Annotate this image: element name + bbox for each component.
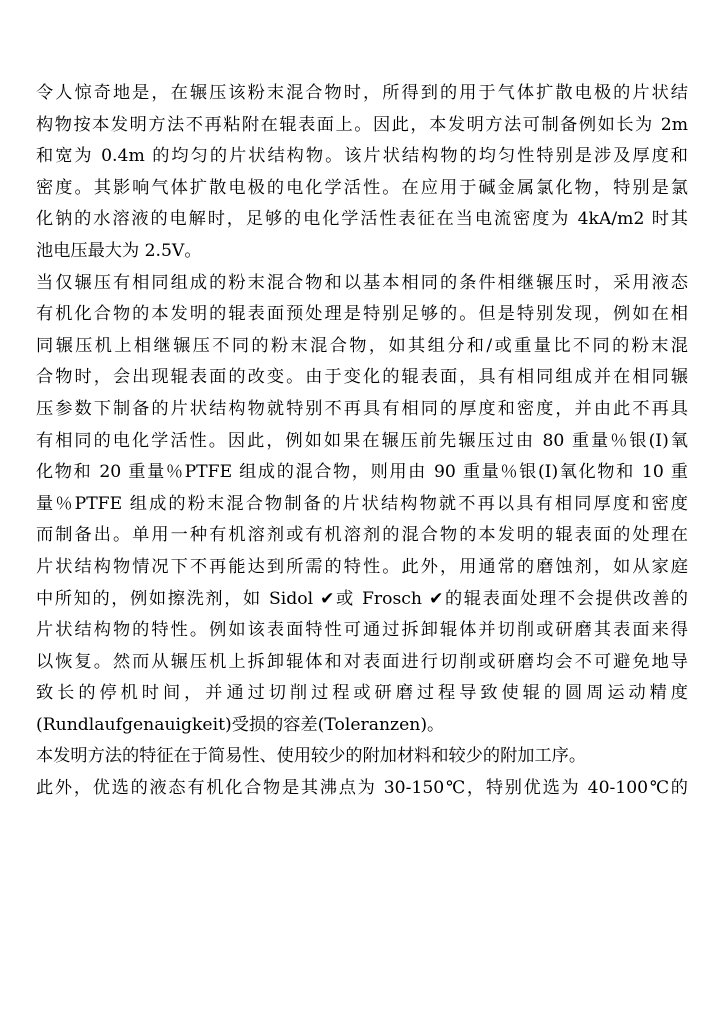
text-line: 和宽为 0.4m 的均匀的片状结构物。该片状结构物的均匀性特别是涉及厚度和 bbox=[36, 146, 688, 167]
text-line: 片状结构物的特性。例如该表面特性可通过拆卸辊体并切削或研磨其表面来得 bbox=[36, 620, 688, 641]
text-line: 本发明方法的特征在于简易性、使用较少的附加材料和较少的附加工序。 bbox=[36, 746, 587, 767]
text-line: 当仅辗压有相同组成的粉末混合物和以基本相同的条件相继辗压时，采用液态 bbox=[36, 272, 688, 293]
text-segment: 的辊表面处理不会提供改善的 bbox=[443, 588, 688, 609]
text-line: 化钠的水溶液的电解时，足够的电化学活性表征在当电流密度为 4kA/m2 时其 bbox=[36, 209, 688, 230]
text-line: 合物时，会出现辊表面的改变。由于变化的辊表面，具有相同组成并在相同辗 bbox=[36, 367, 688, 388]
text-line: 而制备出。单用一种有机溶剂或有机溶剂的混合物的本发明的辊表面的处理在 bbox=[36, 525, 688, 546]
text-line: 片状结构物情况下不再能达到所需的特性。此外，用通常的磨蚀剂，如从家庭 bbox=[36, 556, 688, 577]
text-line: 令人惊奇地是，在辗压该粉末混合物时，所得到的用于气体扩散电极的片状结 bbox=[36, 83, 688, 103]
text-line: (Rundlaufgenauigkeit)受损的容差(Toleranzen)。 bbox=[36, 714, 445, 735]
text-line: 压参数下制备的片状结构物就特别不再具有相同的厚度和密度，并由此不再具 bbox=[36, 398, 688, 419]
text-line: 致长的停机时间，并通过切削过程或研磨过程导致使辊的圆周运动精度 bbox=[36, 683, 688, 704]
checkmark-icon: ✔ bbox=[320, 588, 335, 609]
text-line: 有机化合物的本发明的辊表面预处理是特别足够的。但是特别发现，例如在相 bbox=[36, 304, 688, 325]
text-line: 此外，优选的液态有机化合物是其沸点为 30-150℃，特别优选为 40-100℃的 bbox=[36, 778, 688, 799]
text-line: 池电压最大为 2.5V。 bbox=[36, 240, 202, 261]
text-segment: 或 Frosch bbox=[334, 588, 430, 609]
text-line: 量％PTFE 组成的粉末混合物制备的片状结构物就不再以具有相同厚度和密度 bbox=[36, 493, 688, 514]
text-line-with-marks bbox=[36, 584, 688, 616]
text-line: 密度。其影响气体扩散电极的电化学活性。在应用于碱金属氯化物，特别是氯 bbox=[36, 177, 688, 198]
text-line: 化物和 20 重量％PTFE 组成的混合物，则用由 90 重量％银(I)氧化物和 10 重 bbox=[36, 462, 688, 483]
text-segment: 中所知的，例如擦洗剂，如 Sidol bbox=[36, 588, 321, 609]
text-line: 构物按本发明方法不再粘附在辊表面上。因此，本发明方法可制备例如长为 2m bbox=[36, 114, 688, 135]
document-body bbox=[36, 78, 688, 805]
text-line: 以恢复。然而从辗压机上拆卸辊体和对表面进行切削或研磨均会不可避免地导 bbox=[36, 651, 688, 672]
checkmark-icon: ✔ bbox=[429, 588, 444, 609]
text-line: 有相同的电化学活性。因此，例如如果在辗压前先辗压过由 80 重量％银(I)氧 bbox=[36, 430, 688, 451]
text-line: 同辗压机上相继辗压不同的粉末混合物，如其组分和/或重量比不同的粉末混 bbox=[36, 335, 688, 356]
